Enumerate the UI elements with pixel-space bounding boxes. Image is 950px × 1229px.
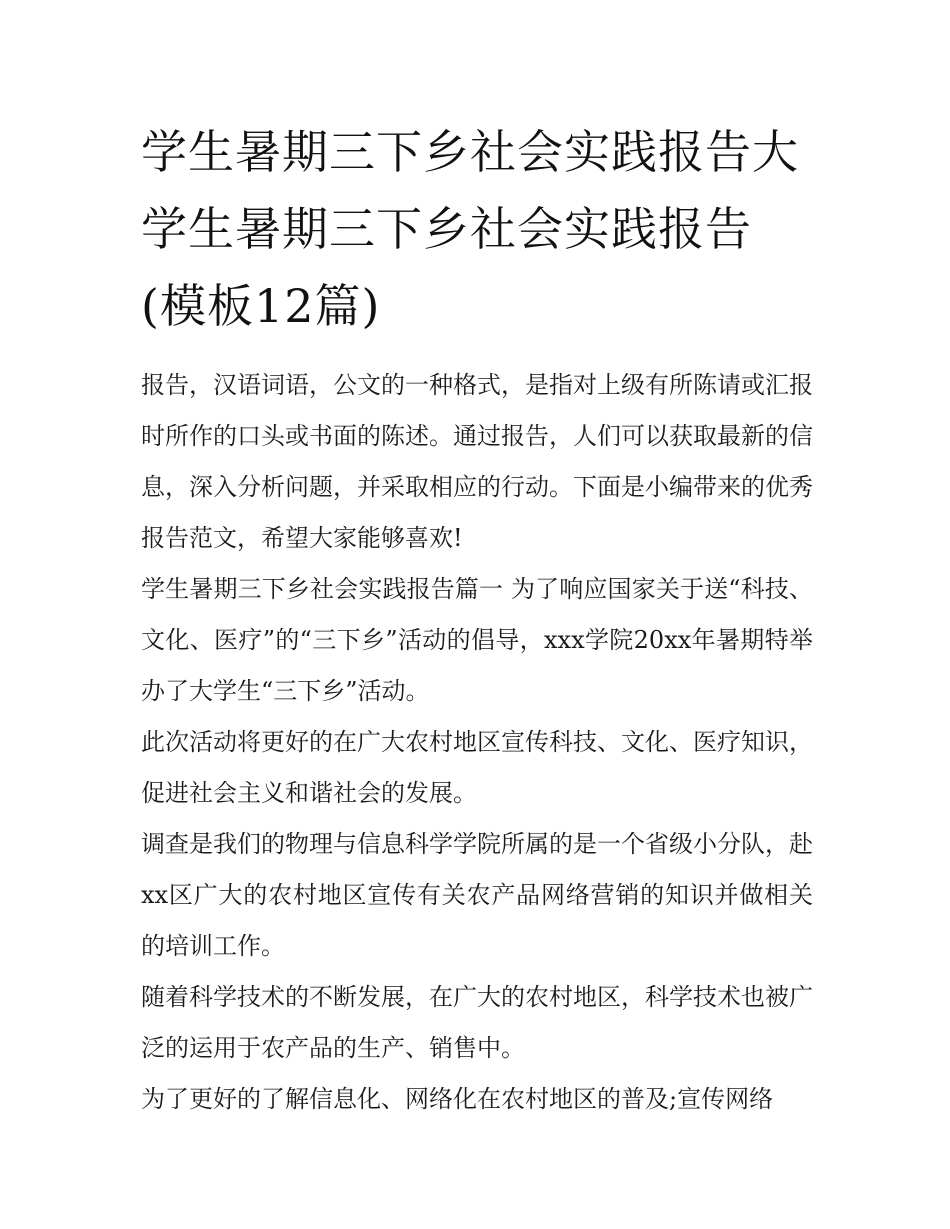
document-body [141, 360, 813, 1125]
paragraph-article-one-opening: 学生暑期三下乡社会实践报告篇一 为了响应国家关于送“科技、文化、医疗”的“三下乡”活动的倡导，xxx学院20xx年暑期特举办了大学生“三下乡”活动。 [141, 575, 813, 705]
paragraph-network-promotion: 为了更好的了解信息化、网络化在农村地区的普及;宣传网络 [141, 1085, 774, 1113]
paragraph-activity-purpose: 此次活动将更好的在广大农村地区宣传科技、文化、医疗知识，促进社会主义和谐社会的发展。 [141, 728, 813, 807]
document-title: 学生暑期三下乡社会实践报告大学生暑期三下乡社会实践报告(模板12篇) [141, 125, 799, 333]
paragraph-intro: 报告，汉语词语，公文的一种格式，是指对上级有所陈请或汇报时所作的口头或书面的陈述。通过报告，人们可以获取最新的信息，深入分析问题，并采取相应的行动。下面是小编带来的优秀报告范文，希望大家能够喜欢! [141, 371, 813, 552]
paragraph-survey-team: 调查是我们的物理与信息科学学院所属的是一个省级小分队，赴xx区广大的农村地区宣传有关农产品网络营销的知识并做相关的培训工作。 [141, 830, 813, 960]
paragraph-technology-development: 随着科学技术的不断发展，在广大的农村地区，科学技术也被广泛的运用于农产品的生产、销售中。 [141, 983, 813, 1062]
document-page [141, 114, 813, 1125]
